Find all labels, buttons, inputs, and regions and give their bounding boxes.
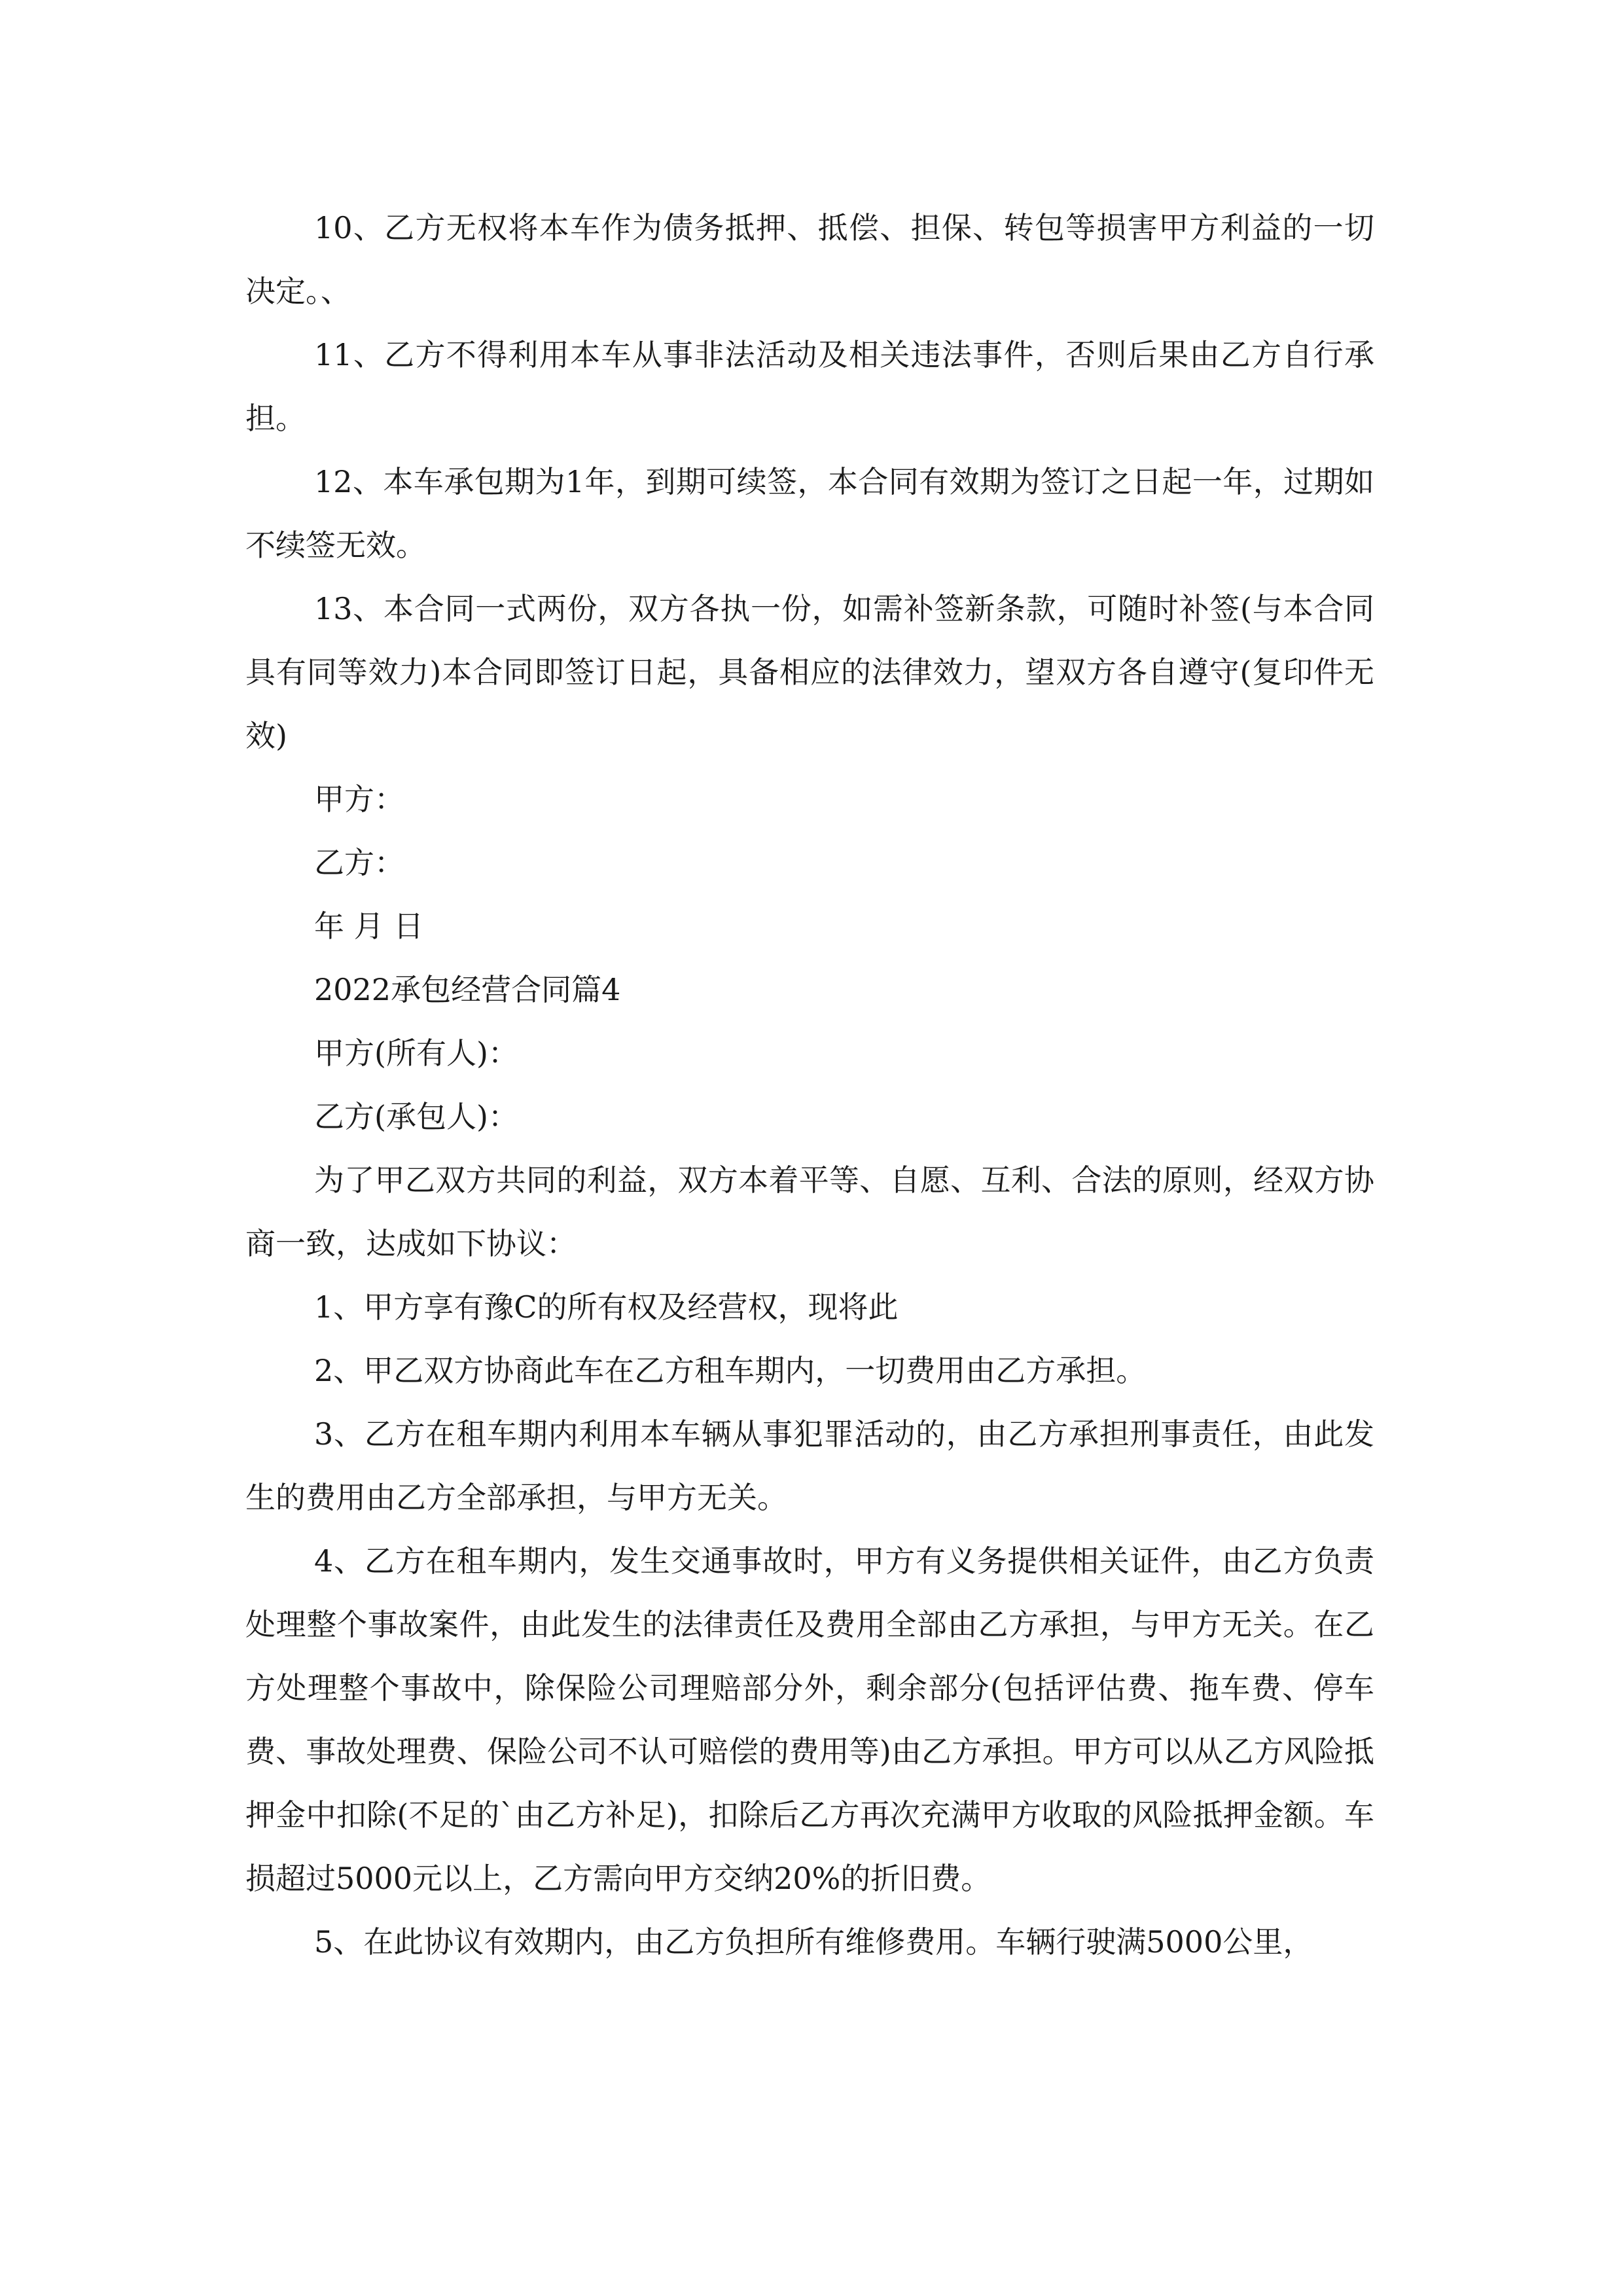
date-line: 年 月 日: [314, 908, 424, 944]
clause-5: 5、在此协议有效期内，由乙方负担所有维修费用。车辆行驶满5000公里，: [314, 1924, 1313, 1960]
clause-10: 10、乙方无权将本车作为债务抵押、抵偿、担保、转包等损害甲方利益的一切决定。、: [245, 210, 1374, 309]
party-b-contractor: 乙方(承包人)：: [314, 1099, 518, 1134]
clause-2: 2、甲乙双方协商此车在乙方租车期内，一切费用由乙方承担。: [314, 1353, 1147, 1388]
clause-12: 12、本车承包期为1年，到期可续签，本合同有效期为签订之日起一年，过期如不续签无效。: [245, 464, 1374, 563]
party-a-signature-line: 甲方：: [314, 781, 404, 817]
clause-3: 3、乙方在租车期内利用本车辆从事犯罪活动的，由乙方承担刑事责任，由此发生的费用由乙方全部承担，与甲方无关。: [245, 1416, 1374, 1515]
clause-1: 1、甲方享有豫C的所有权及经营权，现将此: [314, 1289, 899, 1325]
clause-13: 13、本合同一式两份，双方各执一份，如需补签新条款，可随时补签(与本合同具有同等效力)本合同即签订日起，具备相应的法律效力，望双方各自遵守(复印件无效): [245, 591, 1374, 753]
party-b-signature-line: 乙方：: [314, 845, 404, 880]
party-a-owner: 甲方(所有人)：: [314, 1035, 518, 1071]
clause-4: 4、乙方在租车期内，发生交通事故时，甲方有义务提供相关证件，由乙方负责处理整个事故案件，由此发生的法律责任及费用全部由乙方承担，与甲方无关。在乙方处理整个事故中，除保险公司理赔部分外，剩余部分(包括评估费、拖车费、停车费、事故处理费、保险公司不认可赔偿的费用等)由乙方承担。甲方可以从乙方风险抵押金中扣除(不足的`由乙方补足)，扣除后乙方再次充满甲方收取的风险抵押金额。车损超过5000元以上，乙方需向甲方交纳20%的折旧费。: [245, 1543, 1374, 1896]
document-page: [245, 196, 1374, 1974]
clause-11: 11、乙方不得利用本车从事非法活动及相关违法事件，否则后果由乙方自行承担。: [245, 337, 1374, 436]
preamble: 为了甲乙双方共同的利益，双方本着平等、自愿、互利、合法的原则，经双方协商一致，达成如下协议：: [245, 1162, 1374, 1261]
section-title: 2022承包经营合同篇4: [314, 972, 621, 1007]
